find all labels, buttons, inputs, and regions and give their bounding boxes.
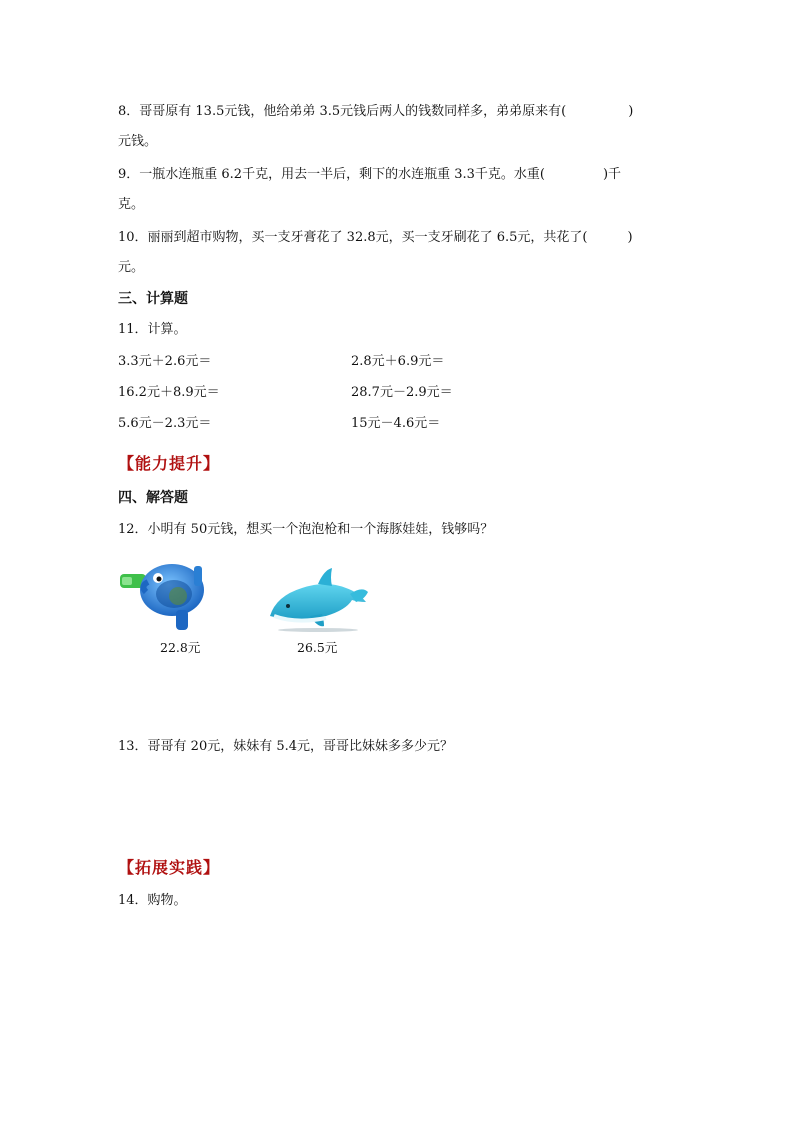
calc-item: 2.8元＋6.9元＝ [351, 354, 445, 369]
calc-item: 3.3元＋2.6元＝ [118, 354, 212, 369]
question-10: 10．丽丽到超市购物，买一支牙膏花了 32.8元，买一支牙刷花了 6.5元，共花了( ) [118, 230, 633, 245]
question-11: 11．计算。 [118, 322, 187, 337]
banner-ability-improvement: 【能力提升】 [118, 454, 221, 473]
price-bubble-gun: 22.8元 [160, 640, 201, 655]
dolphin-plush-image [266, 566, 370, 632]
section-title-word-problems: 四、解答题 [118, 490, 188, 506]
calc-item: 28.7元－2.9元＝ [351, 385, 453, 400]
question-8-text: 8．哥哥原有 13.5元钱，他给弟弟 3.5元钱后两人的钱数同样多，弟弟原来有( [118, 104, 567, 119]
question-8-cont: 元钱。 [118, 134, 158, 149]
question-10-cont: 元。 [118, 260, 145, 275]
question-14: 14．购物。 [118, 893, 187, 908]
question-9-cont: 克。 [118, 197, 145, 212]
section-title-calculation: 三、计算题 [118, 291, 188, 307]
calc-item: 5.6元－2.3元＝ [118, 416, 212, 431]
calc-item: 15元－4.6元＝ [351, 416, 441, 431]
question-10-text: 10．丽丽到超市购物，买一支牙膏花了 32.8元，买一支牙刷花了 6.5元，共花了( [118, 230, 588, 245]
question-13: 13．哥哥有 20元，妹妹有 5.4元，哥哥比妹妹多多少元？ [118, 739, 454, 754]
calc-item: 16.2元＋8.9元＝ [118, 385, 220, 400]
question-9-text: 9．一瓶水连瓶重 6.2千克，用去一半后，剩下的水连瓶重 3.3千克。水重( [118, 167, 545, 182]
banner-extended-practice: 【拓展实践】 [118, 858, 221, 877]
question-8: 8．哥哥原有 13.5元钱，他给弟弟 3.5元钱后两人的钱数同样多，弟弟原来有( ) [118, 104, 634, 119]
price-dolphin: 26.5元 [297, 640, 338, 655]
question-12: 12．小明有 50元钱，想买一个泡泡枪和一个海豚娃娃，钱够吗？ [118, 522, 494, 537]
bubble-gun-image [118, 558, 208, 634]
question-9: 9．一瓶水连瓶重 6.2千克，用去一半后，剩下的水连瓶重 3.3千克。水重( )千 [118, 167, 622, 182]
